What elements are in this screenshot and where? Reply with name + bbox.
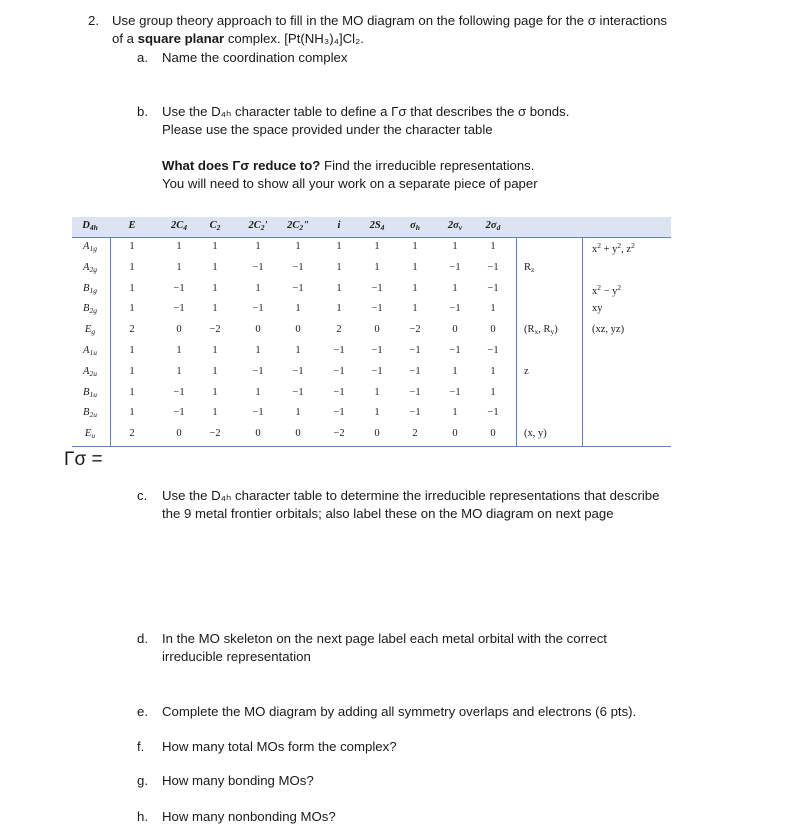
character-value: −1 (252, 261, 264, 273)
character-value: 1 (129, 407, 135, 419)
character-value: 1 (336, 303, 342, 315)
character-value: −1 (487, 261, 499, 273)
table-row (72, 259, 671, 279)
irrep-label: $B_{1g}$ (83, 282, 97, 295)
table-row (72, 238, 671, 258)
question-line2-prefix: of a (112, 31, 138, 46)
reduce-question-rest: Find the irreducible representations. (320, 158, 535, 173)
part-h-label: h. (137, 809, 148, 824)
operation-header: $2\sigma_v$ (447, 220, 463, 232)
character-value: −1 (371, 303, 383, 315)
part-f-label: f. (137, 739, 145, 754)
character-value: −1 (292, 365, 304, 377)
character-value: 1 (212, 365, 218, 377)
character-value: −1 (409, 386, 421, 398)
operation-header: $2\sigma_d$ (485, 220, 501, 232)
character-value: 1 (336, 261, 342, 273)
character-value: 1 (255, 386, 261, 398)
linear-function: z (524, 365, 529, 377)
character-value: −1 (409, 407, 421, 419)
character-value: −1 (173, 386, 185, 398)
character-value: 1 (295, 345, 301, 356)
part-g-label: g. (137, 773, 148, 788)
character-value: 1 (295, 303, 301, 315)
question-line2-suffix: complex. [Pt(NH₃)₄]Cl₂. (224, 31, 364, 46)
character-value: −1 (449, 303, 461, 315)
quadratic-function: $x^2 + y^2$, $z^2$ (592, 241, 635, 255)
reduce-question-bold: What does Γσ reduce to? (162, 158, 321, 173)
quadratic-function: (xz, yz) (592, 324, 625, 336)
table-row (72, 300, 671, 320)
character-value: 1 (452, 241, 458, 252)
character-value: 1 (374, 241, 380, 252)
part-b-text-line1: Use the D₄ₕ character table to define a Γσ that describes the σ bonds. (162, 104, 570, 119)
character-value: 1 (212, 407, 218, 419)
character-value: 1 (255, 241, 261, 252)
character-value: −1 (487, 282, 499, 294)
character-value: −2 (209, 428, 221, 440)
character-value: −1 (449, 345, 461, 356)
character-value: 1 (212, 261, 218, 273)
part-b-label: b. (137, 104, 148, 119)
character-value: −1 (449, 386, 461, 398)
character-value: 1 (129, 303, 135, 315)
character-value: −1 (371, 365, 383, 377)
part-e-text: Complete the MO diagram by adding all symmetry overlaps and electrons (6 pts). (162, 704, 637, 719)
operation-header: $C_2$ (209, 220, 221, 232)
operation-header: $2C_2$" (287, 220, 309, 232)
character-value: −1 (487, 345, 499, 356)
part-h-text: How many nonbonding MOs? (162, 809, 336, 824)
question-text-line1: Use group theory approach to fill in the MO diagram on the following page for the σ interactions (112, 13, 667, 28)
character-value: 1 (129, 386, 135, 398)
irrep-label: $B_{2g}$ (83, 303, 97, 316)
part-g-text: How many bonding MOs? (162, 773, 314, 788)
character-value: 1 (129, 345, 135, 356)
character-value: 0 (255, 428, 261, 440)
character-value: 0 (176, 324, 182, 336)
character-value: −1 (333, 345, 345, 356)
part-b-text-line2: Please use the space provided under the character table (162, 122, 493, 137)
part-c-text-line2: the 9 metal frontier orbitals; also label these on the MO diagram on next page (162, 506, 614, 521)
character-value: 1 (336, 282, 342, 294)
character-value: 0 (295, 324, 301, 336)
part-d-label: d. (137, 631, 148, 646)
character-value: −2 (409, 324, 421, 336)
character-value: −1 (409, 365, 421, 377)
part-a-label: a. (137, 50, 148, 65)
character-value: 2 (336, 324, 342, 336)
part-c-text-line1: Use the D₄ₕ character table to determine the irreducible representations that describe (162, 488, 660, 503)
character-value: 0 (374, 428, 380, 440)
character-value: 1 (374, 386, 380, 398)
linear-function: ($R_x$, $R_y$) (524, 324, 558, 337)
character-value: 1 (490, 303, 496, 315)
operation-header: $2C_4$ (170, 220, 188, 232)
part-d-text-line1: In the MO skeleton on the next page label each metal orbital with the correct (162, 631, 607, 646)
character-value: −1 (371, 345, 383, 356)
operation-header: i (337, 220, 341, 231)
character-value: 1 (336, 241, 342, 252)
character-value: 1 (176, 365, 182, 377)
character-value: −1 (449, 261, 461, 273)
operation-header: E (128, 220, 136, 231)
table-row (72, 342, 671, 362)
square-planar-emphasis: square planar (137, 31, 225, 46)
character-value: −1 (173, 303, 185, 315)
character-value: 0 (452, 324, 458, 336)
character-value: 1 (295, 407, 301, 419)
character-value: 0 (490, 428, 496, 440)
character-value: 1 (412, 303, 418, 315)
character-value: 1 (255, 345, 261, 356)
character-table-header (72, 217, 671, 238)
character-value: 1 (412, 241, 418, 252)
character-value: 1 (176, 241, 182, 252)
character-value: 0 (255, 324, 261, 336)
linear-function: (x, y) (524, 428, 547, 440)
character-value: 2 (129, 428, 135, 440)
character-value: 1 (176, 345, 182, 356)
irrep-label: $A_{2u}$ (83, 365, 97, 378)
character-value: −1 (173, 407, 185, 419)
character-value: 1 (412, 282, 418, 294)
character-value: 0 (176, 428, 182, 440)
table-row (72, 321, 671, 341)
question-number: 2. (88, 13, 99, 28)
character-value: 1 (212, 282, 218, 294)
character-value: −1 (173, 282, 185, 294)
operation-header: $2C_2'$ (248, 220, 268, 232)
character-value: −1 (292, 261, 304, 273)
table-row (72, 280, 671, 300)
reduce-question-line1 (162, 157, 534, 174)
character-value: −2 (209, 324, 221, 336)
character-value: −2 (333, 428, 345, 440)
character-value: 0 (295, 428, 301, 440)
table-row (72, 425, 671, 445)
character-value: 1 (212, 386, 218, 398)
quadratic-function: xy (592, 303, 603, 315)
character-value: 1 (490, 386, 496, 398)
character-value: −1 (333, 365, 345, 377)
gamma-sigma-label: Γσ = (64, 449, 103, 470)
part-c-label: c. (137, 488, 148, 503)
irrep-label: $A_{1g}$ (83, 241, 97, 253)
character-value: 1 (452, 407, 458, 419)
character-value: 1 (490, 365, 496, 377)
irrep-label: $A_{1u}$ (83, 345, 97, 357)
character-value: 1 (129, 365, 135, 377)
character-value: 1 (255, 282, 261, 294)
character-value: −1 (487, 407, 499, 419)
character-value: 2 (412, 428, 418, 440)
irrep-label: $E_u$ (84, 428, 96, 441)
character-value: 1 (490, 241, 496, 252)
character-value: −1 (252, 407, 264, 419)
character-value: −1 (292, 386, 304, 398)
character-value: 1 (452, 365, 458, 377)
character-value: 1 (129, 261, 135, 273)
character-value: 0 (490, 324, 496, 336)
character-value: 0 (452, 428, 458, 440)
operation-header: $2S_4$ (369, 220, 385, 232)
character-value: 1 (212, 345, 218, 356)
d4h-character-table (72, 217, 671, 447)
reduce-question-line2: You will need to show all your work on a separate piece of paper (162, 176, 538, 191)
part-d-text-line2: irreducible representation (162, 649, 311, 664)
character-value: 1 (412, 261, 418, 273)
part-e-label: e. (137, 704, 148, 719)
point-group-label: $D_{4h}$ (82, 220, 98, 232)
character-value: 1 (295, 241, 301, 252)
irrep-label: $B_{1u}$ (83, 386, 97, 399)
character-value: −1 (252, 303, 264, 315)
part-a-text: Name the coordination complex (162, 50, 348, 65)
irrep-label: $A_{2g}$ (83, 261, 97, 274)
character-value: 1 (176, 261, 182, 273)
character-value: 1 (374, 407, 380, 419)
character-value: 0 (374, 324, 380, 336)
irrep-label: $B_{2u}$ (83, 407, 97, 420)
character-table-body (72, 238, 671, 447)
character-value: −1 (333, 386, 345, 398)
character-value: −1 (371, 282, 383, 294)
linear-function: $R_z$ (524, 261, 535, 274)
table-row (72, 363, 671, 383)
table-row (72, 404, 671, 424)
irrep-label: $E_g$ (84, 324, 96, 337)
character-value: 1 (212, 241, 218, 252)
table-row (72, 384, 671, 404)
character-value: 1 (374, 261, 380, 273)
character-value: −1 (333, 407, 345, 419)
character-value: 1 (212, 303, 218, 315)
character-value: −1 (409, 345, 421, 356)
part-f-text: How many total MOs form the complex? (162, 739, 397, 754)
question-text-line2 (112, 30, 364, 47)
character-value: −1 (292, 282, 304, 294)
character-value: 2 (129, 324, 135, 336)
operation-header: $\sigma_h$ (410, 220, 420, 232)
character-value: 1 (129, 282, 135, 294)
character-value: 1 (452, 282, 458, 294)
character-value: −1 (252, 365, 264, 377)
character-value: 1 (129, 241, 135, 252)
quadratic-function: $x^2 - y^2$ (592, 282, 622, 297)
